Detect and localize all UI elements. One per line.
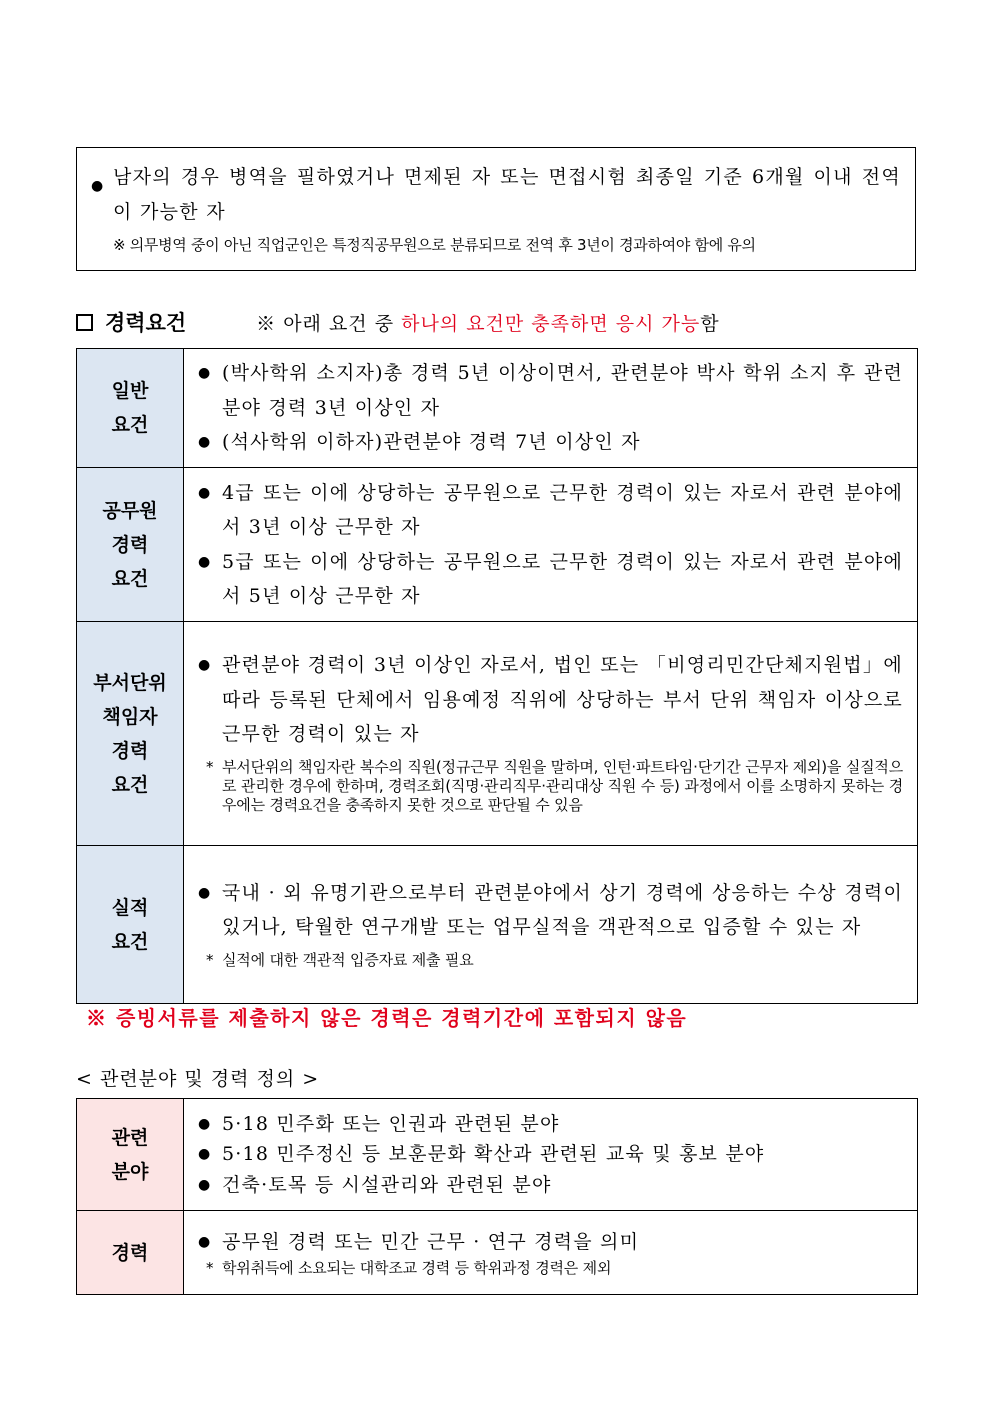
label-line: 요건 [111, 930, 149, 953]
definitions-table [76, 1098, 918, 1295]
label-line: 관련 [111, 1126, 149, 1149]
row-label [77, 1099, 184, 1211]
label-line: 분야 [111, 1160, 149, 1183]
label-line: 경력 [111, 739, 149, 762]
sub-note: * 실적에 대한 객관적 입증자료 제출 필요 [198, 951, 903, 970]
row-content [184, 1211, 918, 1295]
row-label [77, 1211, 184, 1295]
definitions-title: < 관련분야 및 경력 정의 > [76, 1068, 320, 1090]
label-line: 경력 [111, 533, 149, 556]
section-title: 경력요건 [105, 311, 187, 335]
table-row [77, 622, 918, 846]
row-label [77, 622, 184, 846]
list-item: ● 국내 · 외 유명기관으로부터 관련분야에서 상기 경력에 상응하는 수상 경력이 있거나, 탁월한 연구개발 또는 업무실적을 객관적으로 입증할 수 있는 자 [198, 876, 903, 945]
list-item: ● 건축·토목 등 시설관리와 관련된 분야 [198, 1170, 903, 1201]
label-line: 요건 [111, 414, 149, 436]
row-content [184, 468, 918, 622]
military-note: ※ 의무병역 중이 아닌 직업군인은 특정직공무원으로 분류되므로 전역 후 3년이 경과하여야 함에 유의 [113, 236, 756, 254]
military-requirement: ● 남자의 경우 병역을 필하였거나 면제된 자 또는 면접시험 최종일 기준 6개월 이내 전역이 가능한 자 [91, 160, 901, 230]
requirements-table [76, 348, 918, 1004]
table-row [77, 1211, 918, 1295]
table-row [77, 1099, 918, 1211]
label-line: 요건 [111, 773, 149, 796]
label-line: 공무원 [102, 499, 158, 522]
list-item: ● 5·18 민주정신 등 보훈문화 확산과 관련된 교육 및 홍보 분야 [198, 1139, 903, 1170]
note-prefix: ※ 아래 요건 중 [256, 312, 402, 335]
list-item: ● 5·18 민주화 또는 인권과 관련된 분야 [198, 1109, 903, 1140]
row-label [77, 468, 184, 622]
career-section-header [76, 305, 916, 339]
section-note [256, 309, 719, 336]
note-suffix: 함 [700, 312, 720, 335]
list-item: ● 관련분야 경력이 3년 이상인 자로서, 법인 또는 「비영리민간단체지원법」에 따라 등록된 단체에서 임용예정 직위에 상당하는 부서 단위 책임자 이상으로 근무한 경력이 있는 자 [198, 648, 903, 752]
list-item: ● 공무원 경력 또는 민간 근무 · 연구 경력을 의미 [198, 1227, 903, 1258]
label-line: 일반 [111, 380, 149, 402]
row-label [77, 846, 184, 1004]
note-highlight: 하나의 요건만 충족하면 응시 가능 [401, 312, 701, 335]
checkbox-square-icon [76, 314, 93, 331]
row-content [184, 349, 918, 468]
label-line: 실적 [111, 896, 149, 919]
label-line: 경력 [111, 1241, 149, 1264]
table-row [77, 846, 918, 1004]
sub-note: * 학위취득에 소요되는 대학조교 경력 등 학위과정 경력은 제외 [198, 1259, 903, 1278]
list-item: ● (석사학위 이하자)관련분야 경력 7년 이상인 자 [198, 425, 903, 460]
warning-text: ※ 증빙서류를 제출하지 않은 경력은 경력기간에 포함되지 않음 [86, 1006, 688, 1030]
row-content [184, 622, 918, 846]
row-label [77, 349, 184, 468]
table-row [77, 468, 918, 622]
sub-note: * 부서단위의 책임자란 복수의 직원(정규근무 직원을 말하며, 인턴·파트타임·단기간 근무자 제외)을 실질적으로 관리한 경우에 한하며, 경력조회(직명·관리직무·관리대상 직원 수 등) 과정에서 이를 소명하지 못하는 경우에는 경력요건을 충족하지 못한 것으로 판단될 수 있음 [198, 758, 903, 815]
row-content [184, 846, 918, 1004]
table-row [77, 349, 918, 468]
list-item: ● (박사학위 소지자)총 경력 5년 이상이면서, 관련분야 박사 학위 소지 후 관련분야 경력 3년 이상인 자 [198, 356, 903, 425]
list-item: ● 5급 또는 이에 상당하는 공무원으로 근무한 경력이 있는 자로서 관련 분야에서 5년 이상 근무한 자 [198, 545, 903, 614]
label-line: 요건 [111, 567, 149, 590]
label-line: 부서단위 [93, 671, 167, 694]
list-item: ● 4급 또는 이에 상당하는 공무원으로 근무한 경력이 있는 자로서 관련 분야에서 3년 이상 근무한 자 [198, 476, 903, 545]
military-service-box [76, 147, 916, 271]
row-content [184, 1099, 918, 1211]
label-line: 책임자 [102, 705, 158, 728]
